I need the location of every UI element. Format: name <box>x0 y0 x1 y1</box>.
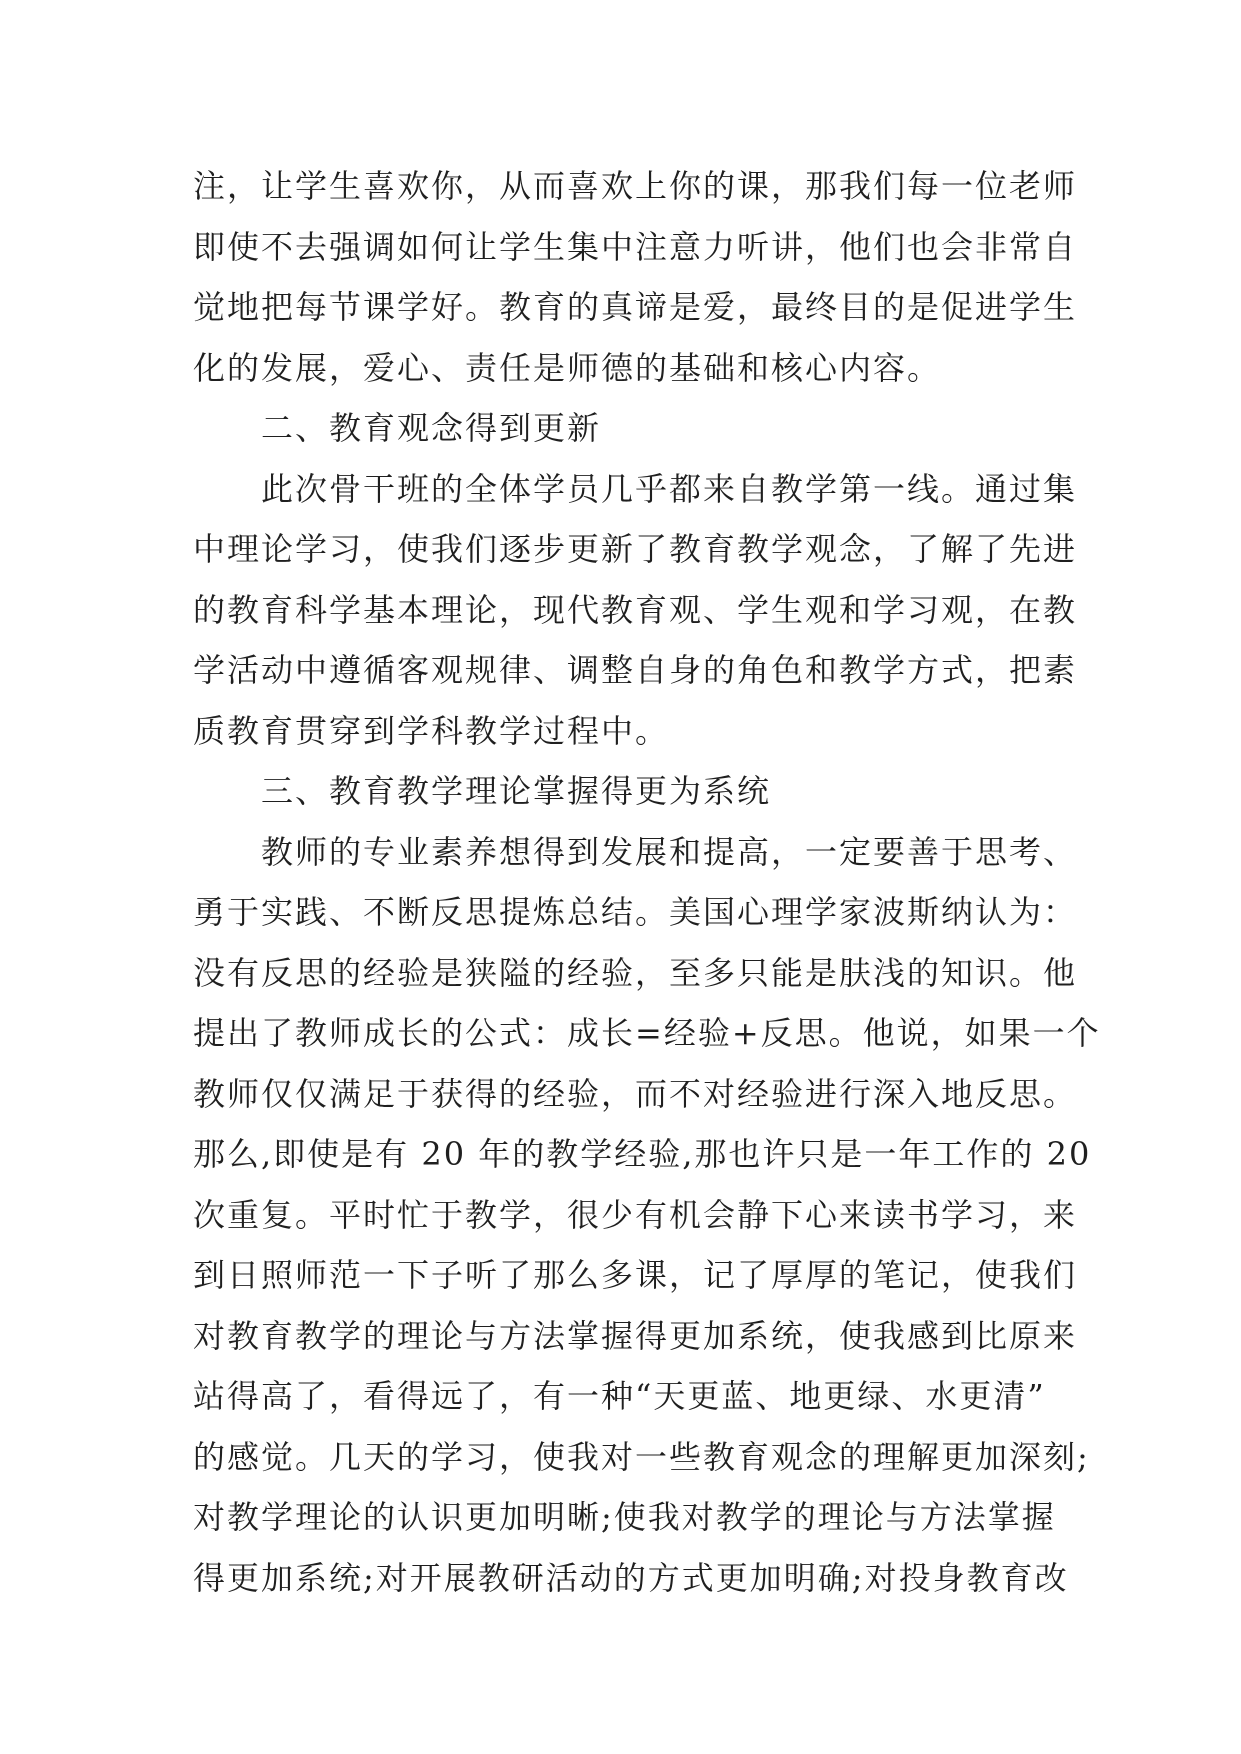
section-heading: 三、教育教学理论掌握得更为系统 <box>261 772 772 810</box>
text-line: 教师的专业素养想得到发展和提高，一定要善于思考、 <box>261 832 1078 871</box>
text-line: 觉地把每节课学好。教育的真谛是爱，最终目的是促进学生 <box>193 288 1078 326</box>
text-line: 对教学理论的认识更加明晰;使我对教学的理论与方法掌握 <box>193 1498 1056 1536</box>
text-line: 学活动中遵循客观规律、调整自身的角色和教学方式，把素 <box>193 651 1078 689</box>
text-line: 化的发展，爱心、责任是师德的基础和核心内容。 <box>193 348 942 387</box>
text-line: 此次骨干班的全体学员几乎都来自教学第一线。通过集 <box>261 469 1078 508</box>
text-line: 提出了教师成长的公式：成长=经验+反思。他说，如果一个 <box>193 1014 1101 1052</box>
text-line: 勇于实践、不断反思提炼总结。美国心理学家波斯纳认为： <box>193 893 1078 931</box>
text-line: 那么,即使是有 20 年的教学经验,那也许只是一年工作的 20 <box>193 1135 1092 1173</box>
text-line: 的感觉。几天的学习，使我对一些教育观念的理解更加深刻; <box>193 1437 1090 1476</box>
text-line: 的教育科学基本理论，现代教育观、学生观和学习观，在教 <box>193 590 1078 629</box>
text-line: 教师仅仅满足于获得的经验，而不对经验进行深入地反思。 <box>193 1074 1078 1113</box>
text-line: 注，让学生喜欢你，从而喜欢上你的课，那我们每一位老师 <box>193 167 1078 205</box>
text-line: 中理论学习，使我们逐步更新了教育教学观念，了解了先进 <box>193 530 1078 568</box>
text-line: 得更加系统;对开展教研活动的方式更加明确;对投身教育改 <box>193 1558 1069 1597</box>
text-line: 没有反思的经验是狭隘的经验，至多只能是肤浅的知识。他 <box>193 953 1078 992</box>
body-text <box>193 156 1101 1608</box>
text-line: 即使不去强调如何让学生集中注意力听讲，他们也会非常自 <box>193 227 1078 266</box>
text-line: 对教育教学的理论与方法掌握得更加系统，使我感到比原来 <box>193 1316 1078 1355</box>
text-line: 站得高了，看得远了，有一种“天更蓝、地更绿、水更清” <box>193 1377 1046 1415</box>
text-line: 质教育贯穿到学科教学过程中。 <box>193 711 670 750</box>
text-line: 次重复。平时忙于教学，很少有机会静下心来读书学习，来 <box>193 1195 1078 1234</box>
text-line: 到日照师范一下子听了那么多课，记了厚厚的笔记，使我们 <box>193 1256 1078 1294</box>
section-heading: 二、教育观念得到更新 <box>261 409 602 447</box>
